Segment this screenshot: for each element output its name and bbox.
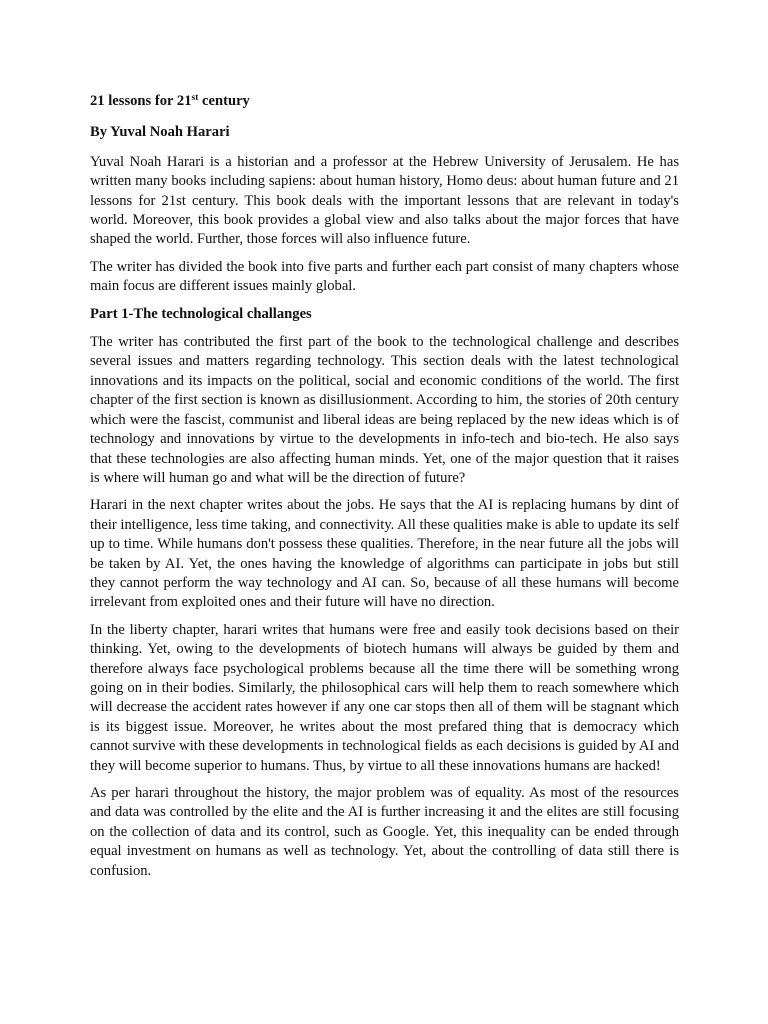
document-body xyxy=(90,92,679,889)
section-heading: Part 1-The technological challanges xyxy=(90,305,312,322)
title-suffix: century xyxy=(198,93,250,109)
title-superscript: st xyxy=(191,93,199,103)
title-prefix: 21 lessons for 21 xyxy=(90,93,192,109)
section-paragraph-1: The writer has contributed the first part of the book to the technological challenge and describes several issues and matters regarding technology. This section deals with the latest technological innovations and its impacts on the political, social and economic conditions of the world. The first chapter of the first section is known as disillusionment. According to him, the stories of 20th century which were the fascist, communist and liberal ideas are being replaced by the new ideas which is of technology and innovations by virtue to the developments in info-tech and bio-tech. He also says that these technologies are also affecting human minds. Yet, one of the major question that it raises is where will human go and what will be the direction of future? xyxy=(90,334,679,486)
intro-paragraph-1: Yuval Noah Harari is a historian and a professor at the Hebrew University of Jerusalem. He has written many books including sapiens: about human history, Homo deus: about human future and 21 lessons for 21st century. This book deals with the important lessons that are relevant in today's world. Moreover, this book provides a global view and also talks about the major forces that have shaped the world. Further, those forces will also influence future. xyxy=(90,153,679,248)
intro-paragraph-2: The writer has divided the book into five parts and further each part consist of many chapters whose main focus are different issues mainly global. xyxy=(90,258,679,295)
section-paragraph-2: Harari in the next chapter writes about the jobs. He says that the AI is replacing humans by dint of their intelligence, less time taking, and connectivity. All these qualities make is able to update its self up to time. While humans don't possess these qualities. Therefore, in the near future all the jobs will be taken by AI. Yet, the ones having the knowledge of algorithms can participate in jobs but still they cannot perform the way technology and AI can. So, because of all these humans will become irrelevant from exploited ones and their future will have no direction. xyxy=(90,497,679,611)
document-author: By Yuval Noah Harari xyxy=(90,124,230,141)
section-paragraph-4: As per harari throughout the history, the major problem was of equality. As most of the resources and data was controlled by the elite and the AI is further increasing it and the elites are still focusing on the collection of data and its control, such as Google. Yet, this inequality can be ended through equal investment on humans as well as technology. Yet, about the controlling of data still there is confusion. xyxy=(90,785,679,879)
document-title xyxy=(90,92,679,111)
section-paragraph-3: In the liberty chapter, harari writes that humans were free and easily took decisions based on their thinking. Yet, owing to the developments of biotech humans will always be guided by them and therefore always face psychological problems because all the time there will be something wrong going on in their bodies. Similarly, the philosophical cars will help them to reach somewhere which will decrease the accident rates however if any one car stops then all of them will be stagnant which is its biggest issue. Moreover, he writes about the most prefared thing that is democracy which cannot survive with these developments in technological fields as each decisions is guided by AI and they will become superior to humans. Thus, by virtue to all these innovations humans are hacked! xyxy=(90,621,679,774)
